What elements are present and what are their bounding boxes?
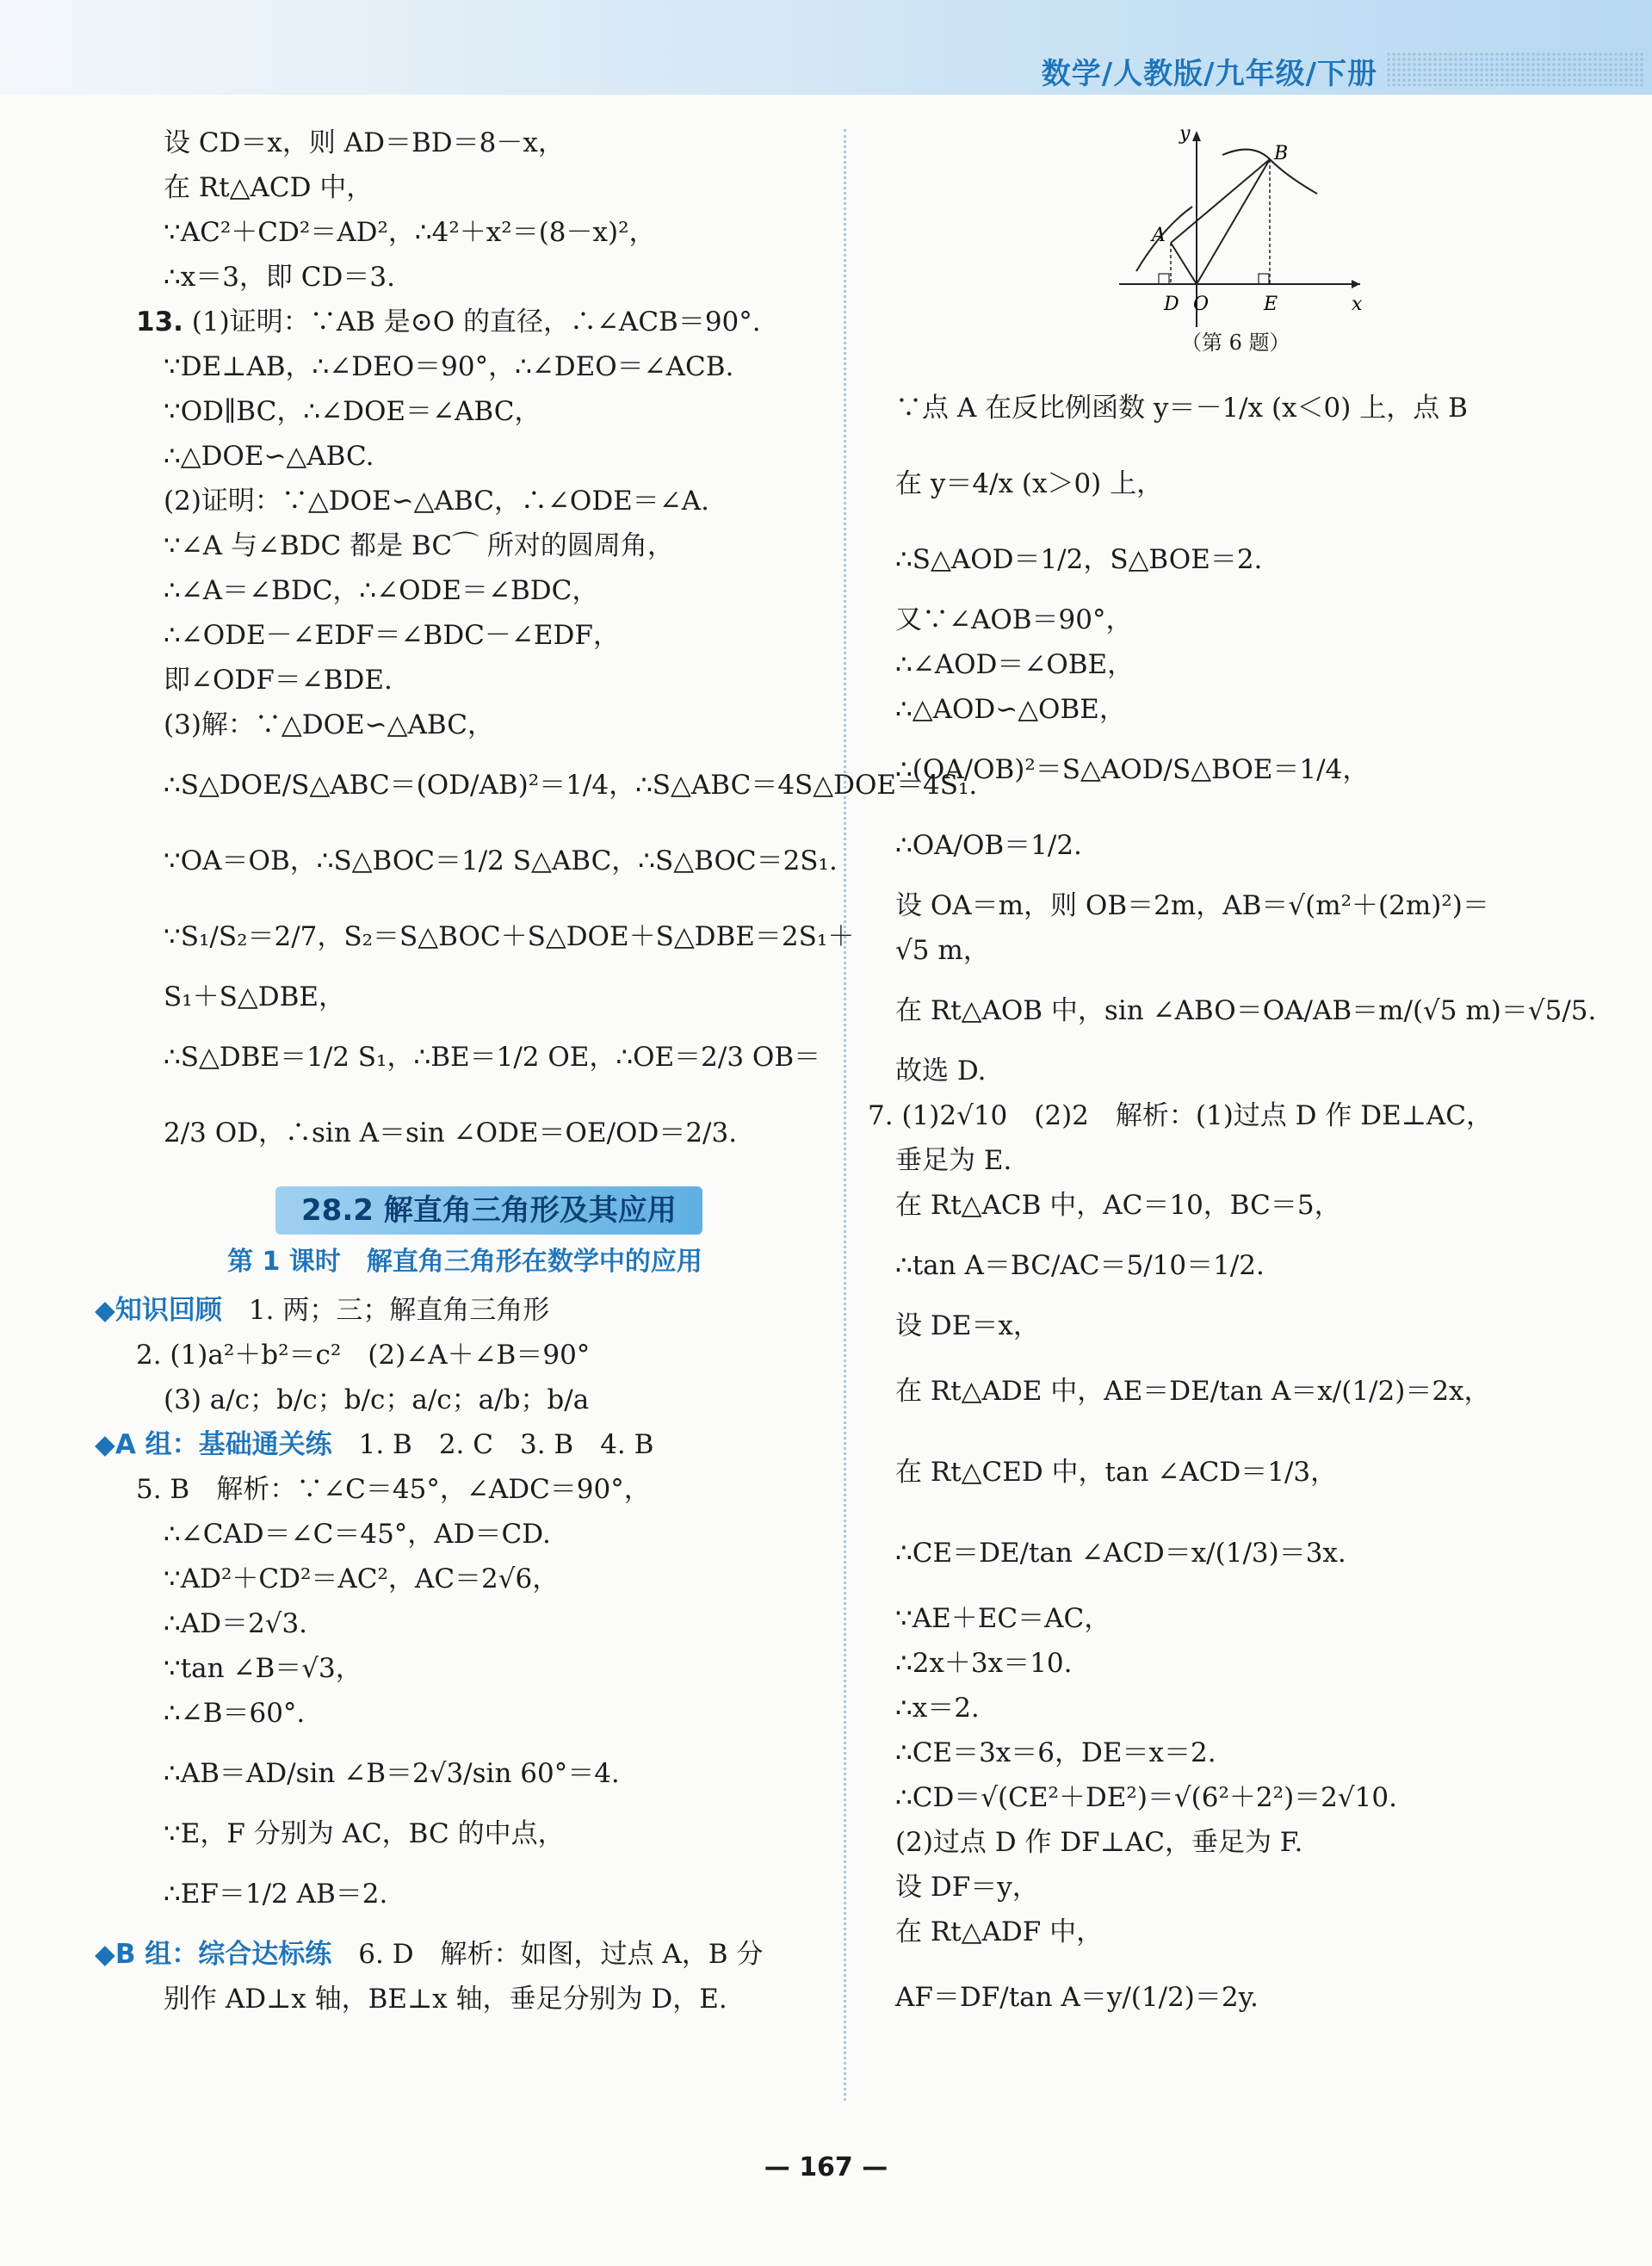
text-line: 又∵∠AOB＝90°， — [895, 604, 1133, 635]
text-line: 设 DF＝y， — [895, 1872, 1039, 1903]
label-E: E — [1264, 294, 1278, 315]
running-header: 数学/人教版/九年级/下册 — [1041, 57, 1377, 91]
text-line: ∵OA＝OB，∴S△BOC＝1/2 S△ABC，∴S△BOC＝2S₁. — [164, 845, 838, 876]
label-A: A — [1152, 225, 1166, 246]
text-line: ∵S₁/S₂＝2/7，S₂＝S△BOC＋S△DOE＋S△DBE＝2S₁＋ — [164, 921, 855, 952]
text-line: √5 m， — [895, 935, 990, 966]
text-line: ∴x＝2. — [895, 1693, 980, 1724]
text-line: ∵E，F 分别为 AC，BC 的中点， — [164, 1818, 565, 1849]
group-b-tag: ◆B 组：综合达标练 — [95, 1939, 332, 1970]
text-line: ∴CE＝3x＝6，DE＝x＝2. — [895, 1737, 1216, 1768]
text-line: ∵∠A 与∠BDC 都是 BC⌒ 所对的圆周角， — [164, 530, 674, 561]
text-line: ∴AD＝2√3. — [164, 1608, 308, 1639]
page-number: — 167 — — [764, 2152, 888, 2182]
text-line: ∴∠A＝∠BDC，∴∠ODE＝∠BDC， — [164, 575, 599, 606]
text-line: 在 Rt△AOB 中，sin ∠ABO＝OA/AB＝m/(√5 m)＝√5/5. — [895, 995, 1597, 1026]
column-divider — [844, 129, 846, 2101]
text-line: ∴S△AOD＝1/2，S△BOE＝2. — [895, 544, 1263, 575]
text-line: 别作 AD⊥x 轴，BE⊥x 轴，垂足分别为 D，E. — [164, 1984, 727, 2015]
figure-caption: （第 6 题） — [1181, 331, 1290, 355]
y-axis-arrow — [1192, 131, 1201, 141]
text-line: ∴S△DOE/S△ABC＝(OD/AB)²＝1/4，∴S△ABC＝4S△DOE＝4S₁. — [164, 770, 978, 801]
label-y: y — [1179, 123, 1191, 145]
text-line: 故选 D. — [895, 1056, 987, 1087]
right-angle-E — [1259, 274, 1269, 284]
section-title: 28.2 解直角三角形及其应用 — [275, 1186, 702, 1235]
function-graph-figure — [1111, 121, 1369, 344]
text-line: 垂足为 E. — [895, 1145, 1012, 1176]
text-line: ∵AD²＋CD²＝AC²，AC＝2√6， — [164, 1563, 560, 1594]
text-line: 设 OA＝m，则 OB＝2m，AB＝√(m²＋(2m)²)＝ — [895, 890, 1489, 921]
text-line: ∴∠ODE－∠EDF＝∠BDC－∠EDF， — [164, 620, 620, 651]
text-line: ∴S△DBE＝1/2 S₁，∴BE＝1/2 OE，∴OE＝2/3 OB＝ — [164, 1042, 821, 1073]
text-line: ∴AB＝AD/sin ∠B＝2√3/sin 60°＝4. — [164, 1758, 620, 1789]
text-line: ∵点 A 在反比例函数 y＝－1/x (x＜0) 上，点 B — [895, 393, 1468, 424]
group-a-tag: ◆A 组：基础通关练 — [95, 1429, 332, 1460]
text-line: 7. (1)2√10 (2)2 解析：(1)过点 D 作 DE⊥AC， — [868, 1100, 1493, 1131]
text-line: ∴∠B＝60°. — [164, 1698, 306, 1729]
text-line: ∴△DOE∽△ABC. — [164, 441, 374, 472]
text-line: 在 Rt△CED 中，tan ∠ACD＝1/3， — [895, 1457, 1338, 1488]
text-line: 1. 两；三；解直角三角形 — [248, 1295, 550, 1326]
text-line: ∴2x＋3x＝10. — [895, 1648, 1073, 1679]
label-O: O — [1193, 294, 1210, 315]
text-line: 6. D 解析：如图，过点 A，B 分 — [358, 1939, 764, 1970]
segment-OA — [1171, 243, 1197, 284]
text-line: ∴∠CAD＝∠C＝45°，AD＝CD. — [164, 1519, 551, 1550]
text-line: 在 y＝4/x (x＞0) 上， — [895, 468, 1164, 499]
text-line: ∴EF＝1/2 AB＝2. — [164, 1879, 388, 1910]
text-line: 设 CD＝x，则 AD＝BD＝8－x， — [164, 127, 565, 158]
text-line: ∵AC²＋CD²＝AD²，∴4²＋x²＝(8－x)²， — [164, 217, 656, 248]
segment-OB — [1197, 159, 1270, 284]
right-angle-D — [1159, 274, 1169, 284]
review-tag: ◆知识回顾 — [95, 1295, 222, 1326]
text-line: ∴CD＝√(CE²＋DE²)＝√(6²＋2²)＝2√10. — [895, 1782, 1397, 1813]
text-line: (2)证明：∵△DOE∽△ABC，∴∠ODE＝∠A. — [164, 486, 710, 517]
text-line: ∴OA/OB＝1/2. — [895, 830, 1082, 861]
text-line: AF＝DF/tan A＝y/(1/2)＝2y. — [895, 1982, 1259, 2013]
text-line: ∴∠AOD＝∠OBE， — [895, 649, 1135, 680]
text-line: ∵OD∥BC，∴∠DOE＝∠ABC， — [164, 396, 541, 427]
text-line: 在 Rt△ACD 中， — [164, 172, 374, 203]
text-line: ∴x＝3，即 CD＝3. — [164, 262, 395, 293]
text-line: 2. (1)a²＋b²＝c² (2)∠A＋∠B＝90° — [136, 1340, 591, 1371]
right-column — [868, 370, 1597, 2040]
text-line: 1. B 2. C 3. B 4. B — [358, 1429, 654, 1460]
text-line: (3)解：∵△DOE∽△ABC， — [164, 709, 494, 740]
text-line: (3) a/c；b/c；b/c；a/c；a/b；b/a — [164, 1384, 590, 1415]
text-line: ∵AE＋EC＝AC， — [895, 1603, 1111, 1634]
text-line: ∴CE＝DE/tan ∠ACD＝x/(1/3)＝3x. — [895, 1538, 1346, 1569]
x-axis-arrow — [1352, 280, 1360, 288]
label-x: x — [1352, 294, 1363, 315]
label-B: B — [1274, 143, 1289, 164]
text-line: (2)过点 D 作 DF⊥AC，垂足为 F. — [895, 1827, 1303, 1858]
question-number: 13. — [136, 306, 183, 337]
text-line: ∴(OA/OB)²＝S△AOD/S△BOE＝1/4， — [895, 754, 1370, 785]
text-line: ∵tan ∠B＝√3， — [164, 1653, 362, 1684]
segment-AB — [1171, 159, 1270, 243]
text-line: ∴tan A＝BC/AC＝5/10＝1/2. — [895, 1250, 1265, 1281]
text-line: 即∠ODF＝∠BDE. — [164, 665, 393, 696]
text-line: 在 Rt△ADE 中，AE＝DE/tan A＝x/(1/2)＝2x， — [895, 1376, 1491, 1407]
text-line: 2/3 OD，∴sin A＝sin ∠ODE＝OE/OD＝2/3. — [164, 1118, 738, 1148]
text-line: ∵DE⊥AB，∴∠DEO＝90°，∴∠DEO＝∠ACB. — [164, 351, 734, 382]
header-dot-pattern — [1386, 52, 1644, 86]
text-line: 在 Rt△ACB 中，AC＝10，BC＝5， — [895, 1190, 1341, 1221]
text-line: ∴△AOD∽△OBE， — [895, 694, 1126, 725]
text-line: 设 DE＝x， — [895, 1310, 1040, 1341]
text-line: S₁＋S△DBE， — [164, 981, 346, 1012]
text-line: 在 Rt△ADF 中， — [895, 1916, 1104, 1947]
question-13-line: 13. (1)证明：∵AB 是⊙O 的直径，∴∠ACB＝90°. — [136, 306, 761, 337]
lesson-title: 第 1 课时 解直角三角形在数学中的应用 — [227, 1247, 702, 1277]
text-line: 5. B 解析：∵∠C＝45°，∠ADC＝90°， — [136, 1474, 651, 1505]
label-D: D — [1164, 294, 1179, 315]
